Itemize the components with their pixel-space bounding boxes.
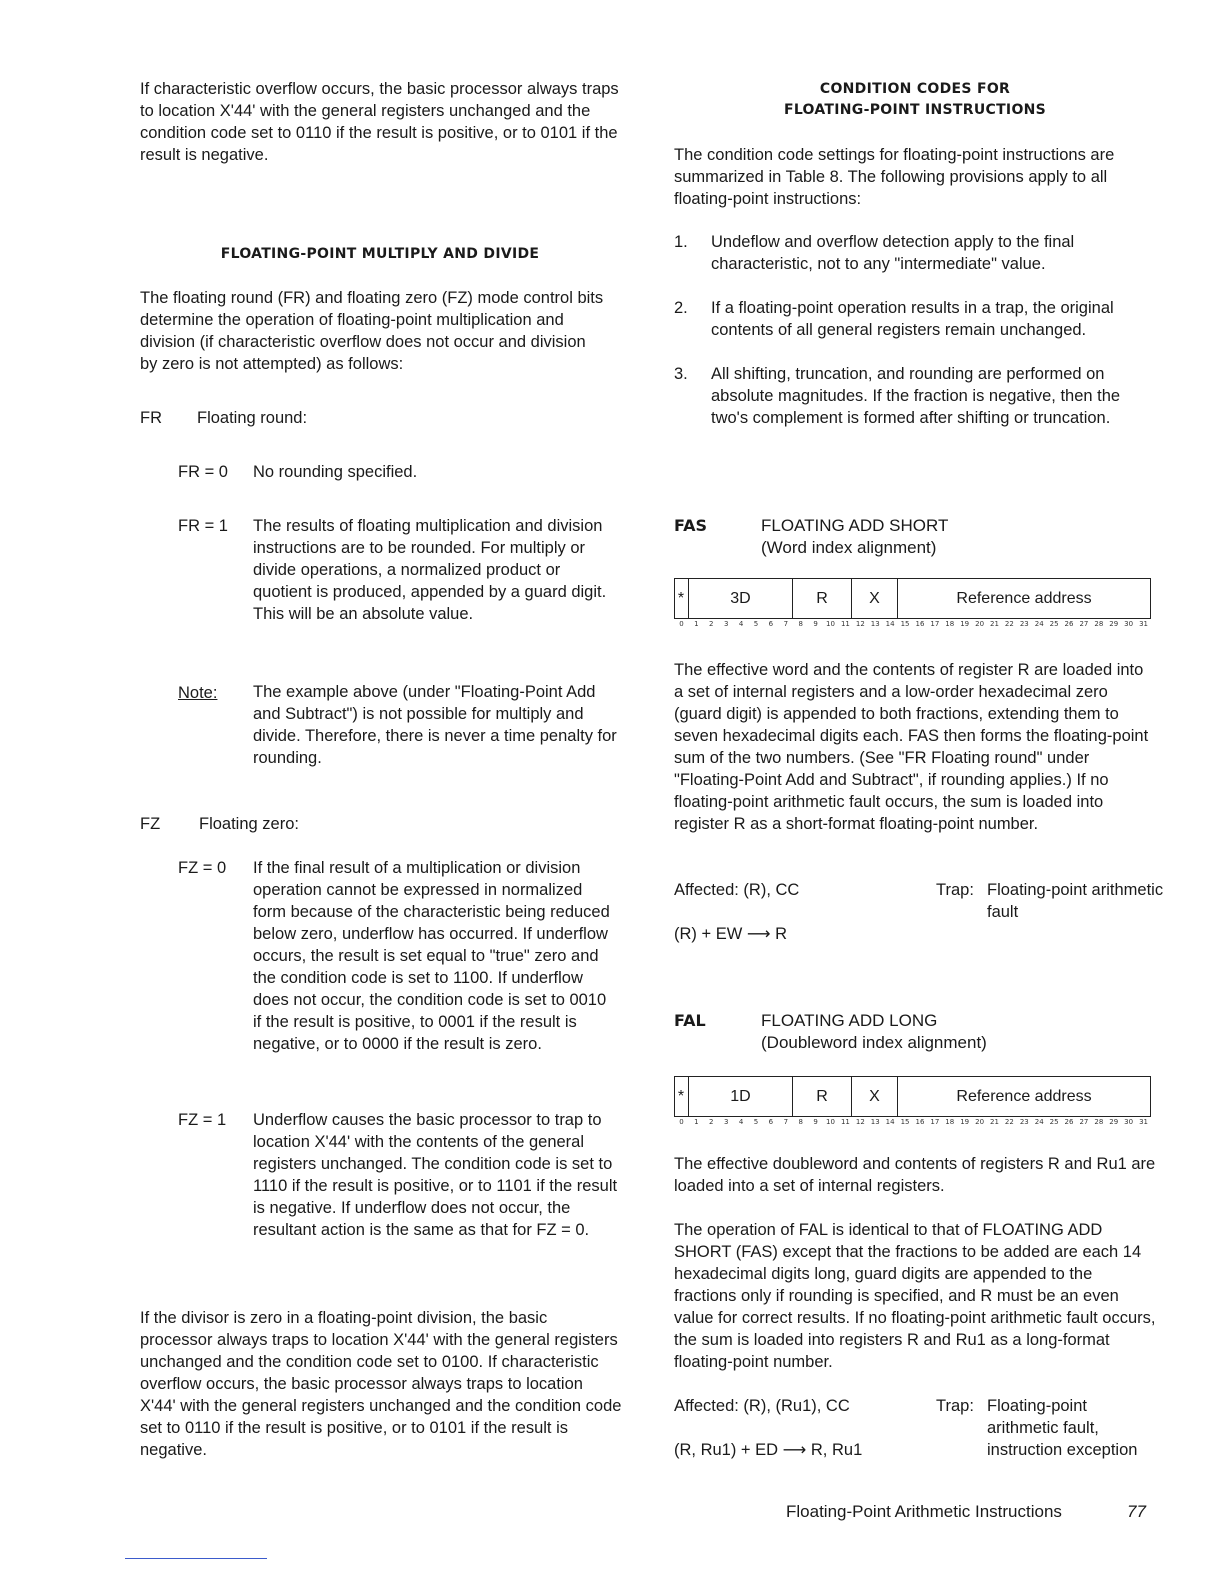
bit-number: 3: [723, 620, 729, 628]
bit-number: 11: [840, 1118, 850, 1126]
bit-number-row: [674, 1118, 1151, 1128]
mode-bits-paragraph: The floating round (FR) and floating zero (FZ) mode control bits determine the operation of floating-point multiplication and division (if characteristic overflow does not occur and division by zero is not attempted) as follows:: [140, 289, 604, 373]
fal-affected: Affected: (R), (Ru1), CC: [674, 1397, 850, 1415]
bit-number: 26: [1064, 620, 1074, 628]
x-field: X: [852, 1076, 898, 1117]
list-item-number: 2.: [674, 299, 688, 317]
bit-number: 7: [783, 620, 789, 628]
fas-trap-label: Trap:: [936, 881, 974, 899]
bit-number: 5: [753, 620, 759, 628]
bit-number: 14: [885, 1118, 895, 1126]
fr0-key: FR = 0: [178, 463, 228, 481]
bit-number: 15: [900, 620, 910, 628]
bit-number: 19: [960, 1118, 970, 1126]
fal-description-2: The operation of FAL is identical to that of FLOATING ADD SHORT (FAS) except that the fractions to be added are each 14 hexadecimal digits long, guard digits are appended to the fractions only if rounding is specified, and R must be an even value for correct results. If no floating-point arithmetic fault occurs, the sum is loaded into registers R and Ru1 as a long-format floating-point number.: [674, 1221, 1156, 1371]
bit-number: 11: [840, 620, 850, 628]
fal-formula: (R, Ru1) + ED ⟶ R, Ru1: [674, 1441, 863, 1459]
fas-mnemonic: FAS: [674, 516, 707, 535]
bit-number: 30: [1124, 1118, 1134, 1126]
bit-number: 6: [768, 620, 774, 628]
bit-number: 13: [870, 1118, 880, 1126]
condition-codes-paragraph: The condition code settings for floating-point instructions are summarized in Table 8. The following provisions apply to all floating-point instructions:: [674, 146, 1115, 208]
fr1-text: The results of floating multiplication and division instructions are to be rounded. For multiply or divide operations, a normalized product or quotient is produced, appended by a guard digit. This will be an absolute value.: [253, 517, 607, 623]
fr-title: Floating round:: [197, 409, 308, 427]
footer-title: Floating-Point Arithmetic Instructions: [786, 1502, 1062, 1521]
bit-number: 4: [738, 620, 744, 628]
divisor-zero-paragraph: If the divisor is zero in a floating-point division, the basic processor always traps to location X'44' with the general registers unchanged and the condition code set to 0100. If characteristic overflow occurs, the basic processor always traps to location X'44' with the general registers unchanged and the condition code set to 0110 if the result is positive, or to 0101 if the result is negative.: [140, 1309, 622, 1459]
fz-label: FZ: [140, 815, 161, 833]
fz1-key: FZ = 1: [178, 1111, 227, 1129]
fr-label: FR: [140, 409, 162, 427]
bit-number: 20: [975, 620, 985, 628]
x-field: X: [852, 578, 898, 619]
bit-number: 26: [1064, 1118, 1074, 1126]
bit-number: 28: [1094, 620, 1104, 628]
list-item-number: 1.: [674, 233, 688, 251]
fas-instruction-format: [674, 578, 1151, 628]
fr1-key: FR = 1: [178, 517, 228, 535]
bit-number: 0: [679, 620, 684, 628]
bit-number: 23: [1019, 1118, 1029, 1126]
bit-number: 0: [679, 1118, 684, 1126]
condition-codes-heading: [674, 79, 1156, 121]
bit-number: 15: [900, 1118, 910, 1126]
bit-number: 22: [1004, 1118, 1014, 1126]
bit-number: 5: [753, 1118, 759, 1126]
bit-number: 14: [885, 620, 895, 628]
note-text: The example above (under "Floating-Point Add and Subtract") is not possible for multiply and divide. Therefore, there is never a time penalty for rounding.: [253, 683, 617, 767]
fz0-key: FZ = 0: [178, 859, 227, 877]
bit-number: 9: [813, 620, 818, 628]
bit-number: 21: [990, 1118, 999, 1126]
indirect-field: *: [674, 578, 689, 619]
bit-number: 1: [694, 1118, 699, 1126]
section-heading-multiply-divide: FLOATING-POINT MULTIPLY AND DIVIDE: [220, 246, 540, 262]
fas-trap-text: Floating-point arithmetic fault: [987, 881, 1164, 921]
bit-number: 18: [945, 1118, 955, 1126]
bit-number: 17: [930, 1118, 940, 1126]
bit-number: 4: [738, 1118, 744, 1126]
heading-line-1: CONDITION CODES FOR: [819, 81, 1011, 97]
bit-number: 22: [1004, 620, 1014, 628]
bit-number: 23: [1019, 620, 1029, 628]
bit-number: 25: [1049, 620, 1059, 628]
fas-affected: Affected: (R), CC: [674, 881, 800, 899]
bit-number-row: [674, 620, 1151, 630]
reference-address-field: Reference address: [898, 578, 1151, 619]
fr0-text: No rounding specified.: [253, 463, 418, 481]
bit-number: 10: [826, 1118, 835, 1126]
bit-number: 1: [694, 620, 699, 628]
bit-number: 19: [960, 620, 970, 628]
bit-number: 13: [870, 620, 880, 628]
fal-trap-text: Floating-point arithmetic fault, instruction exception: [987, 1397, 1138, 1459]
fz0-text: If the final result of a multiplication or division operation cannot be expressed in normalized form because of the characteristic being reduced below zero, underflow has occurred. If underflow occurs, the result is set equal to "true" zero and the condition code is set to 1100. If underflow does not occur, the condition code is set to 0010 if the result is positive, to 0001 if the result is negative, or to 0000 if the result is zero.: [253, 859, 610, 1053]
reference-address-field: Reference address: [898, 1076, 1151, 1117]
bit-number: 2: [709, 1118, 714, 1126]
bit-number: 16: [915, 1118, 925, 1126]
bit-number: 16: [915, 620, 925, 628]
heading-line-2: FLOATING-POINT INSTRUCTIONS: [783, 102, 1047, 118]
bit-number: 8: [798, 620, 803, 628]
intro-paragraph: If characteristic overflow occurs, the basic processor always traps to location X'44' with the general registers unchanged and the condition code set to 0110 if the result is positive, or to 0101 if the result is negative.: [140, 80, 619, 164]
list-item-number: 3.: [674, 365, 688, 383]
fal-trap-label: Trap:: [936, 1397, 974, 1415]
bit-number: 31: [1139, 620, 1148, 628]
opcode-field: 3D: [689, 578, 793, 619]
bit-number: 27: [1079, 620, 1089, 628]
bit-number: 12: [855, 1118, 865, 1126]
list-item: All shifting, truncation, and rounding are performed on absolute magnitudes. If the fraction is negative, then the two's complement is formed after shifting or truncation.: [711, 365, 1121, 427]
fal-name: FLOATING ADD LONG: [761, 1011, 938, 1030]
bit-number: 8: [798, 1118, 803, 1126]
fas-alignment: (Word index alignment): [761, 538, 937, 557]
bit-number: 20: [975, 1118, 985, 1126]
indirect-field: *: [674, 1076, 689, 1117]
fal-mnemonic: FAL: [674, 1011, 706, 1030]
bit-number: 7: [783, 1118, 789, 1126]
r-field: R: [793, 1076, 852, 1117]
list-item: If a floating-point operation results in a trap, the original contents of all general registers remain unchanged.: [711, 299, 1114, 339]
bit-number: 28: [1094, 1118, 1104, 1126]
r-field: R: [793, 578, 852, 619]
bit-number: 9: [813, 1118, 818, 1126]
bit-number: 31: [1139, 1118, 1148, 1126]
bit-number: 17: [930, 620, 940, 628]
list-item: Undeflow and overflow detection apply to the final characteristic, not to any "intermediate" value.: [711, 233, 1075, 273]
fas-formula: (R) + EW ⟶ R: [674, 925, 788, 943]
page-number: 77: [1127, 1502, 1146, 1521]
bit-number: 6: [768, 1118, 774, 1126]
fal-alignment: (Doubleword index alignment): [761, 1033, 987, 1052]
bit-number: 24: [1034, 1118, 1044, 1126]
fas-name: FLOATING ADD SHORT: [761, 516, 949, 535]
bit-number: 24: [1034, 620, 1044, 628]
bit-number: 27: [1079, 1118, 1089, 1126]
bit-number: 21: [990, 620, 999, 628]
fz1-text: Underflow causes the basic processor to trap to location X'44' with the contents of the general registers unchanged. The condition code is set to 1110 if the result is positive, or to 1101 if the result is negative. If underflow does not occur, the resultant action is the same as that for FZ = 0.: [253, 1111, 618, 1239]
bit-number: 30: [1124, 620, 1134, 628]
bit-number: 3: [723, 1118, 729, 1126]
bit-number: 18: [945, 620, 955, 628]
fas-description: The effective word and the contents of register R are loaded into a set of internal registers and a low-order hexadecimal zero (guard digit) is appended to both fractions, extending them to seven hexadecimal digits each. FAS then forms the floating-point sum of the two numbers. (See "FR Floating round" under "Floating-Point Add and Subtract", if rounding applies.) If no floating-point arithmetic fault occurs, the sum is loaded into register R as a short-format floating-point number.: [674, 661, 1149, 833]
fal-description-1: The effective doubleword and contents of registers R and Ru1 are loaded into a set of internal registers.: [674, 1155, 1156, 1195]
opcode-field: 1D: [689, 1076, 793, 1117]
note-key: Note:: [178, 684, 218, 702]
bit-number: 29: [1109, 620, 1119, 628]
fz-title: Floating zero:: [199, 815, 299, 833]
bit-number: 25: [1049, 1118, 1059, 1126]
footer-rule: [125, 1558, 267, 1559]
bit-number: 2: [709, 620, 714, 628]
fal-instruction-format: [674, 1076, 1151, 1126]
bit-number: 10: [826, 620, 835, 628]
bit-number: 29: [1109, 1118, 1119, 1126]
bit-number: 12: [855, 620, 865, 628]
